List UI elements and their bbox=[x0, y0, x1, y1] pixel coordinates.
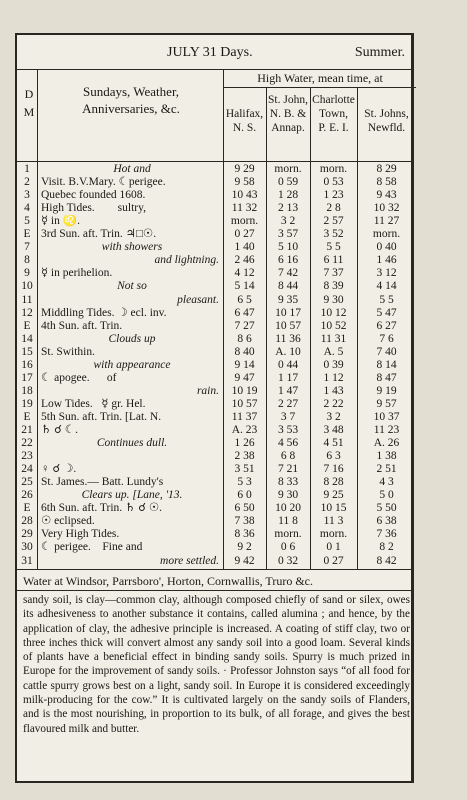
tide-time-cell: 9 42 bbox=[234, 554, 255, 567]
day-cell: 12 bbox=[21, 306, 33, 319]
tide-time-cell: 2 22 bbox=[323, 397, 344, 410]
sundays-header-line1: Sundays, Weather, bbox=[82, 84, 180, 99]
table-row bbox=[17, 476, 411, 489]
tide-time-cell: 6 38 bbox=[376, 515, 397, 528]
dm-header bbox=[21, 85, 37, 121]
tide-time-cell: 0 39 bbox=[323, 358, 344, 371]
tide-time-cell: 0 40 bbox=[376, 241, 397, 254]
event-cell: ☾ perigee. Fine and bbox=[41, 541, 143, 554]
day-cell: 23 bbox=[21, 450, 33, 463]
place-header-line: Newfld. bbox=[367, 122, 406, 134]
tide-time-cell: 7 42 bbox=[277, 267, 299, 280]
table-row bbox=[17, 398, 411, 411]
event-cell: Very High Tides. bbox=[41, 528, 120, 541]
day-cell: E bbox=[23, 319, 31, 332]
tide-time-cell: 2 13 bbox=[277, 202, 299, 215]
day-cell: 1 bbox=[24, 163, 30, 175]
tide-time-cell: 8 40 bbox=[234, 345, 255, 358]
tide-time-cell: A. 26 bbox=[373, 437, 400, 450]
tide-time-cell: 1 26 bbox=[234, 437, 255, 450]
tide-time-cell: 11 27 bbox=[373, 215, 400, 228]
tide-time-cell: 10 20 bbox=[275, 502, 301, 515]
tide-time-cell: 9 2 bbox=[237, 541, 252, 554]
place-header-line: Halifax, bbox=[225, 108, 264, 120]
tide-time-cell: A. 5 bbox=[323, 345, 344, 358]
tide-time-cell: 6 8 bbox=[280, 450, 296, 463]
tide-time-cell: 8 28 bbox=[323, 476, 344, 489]
place-header-line: N. B. & bbox=[269, 108, 307, 120]
tide-time-cell: 11 3 bbox=[323, 515, 344, 528]
tide-time-cell: 2 46 bbox=[234, 254, 255, 267]
day-cell: 24 bbox=[21, 463, 33, 476]
event-cell: ☿ in perihelion. bbox=[41, 267, 113, 280]
tide-time-cell: 5 50 bbox=[376, 502, 397, 515]
tide-time-cell: 9 25 bbox=[323, 489, 344, 502]
tide-time-cell: 8 47 bbox=[376, 371, 397, 384]
tide-time-cell: 9 43 bbox=[376, 189, 397, 202]
place-header-line: Charlotte bbox=[312, 94, 355, 106]
event-cell: 3rd Sun. aft. Trin. ♃□☉. bbox=[41, 228, 157, 241]
table-row bbox=[17, 411, 411, 424]
tide-time-cell: 6 16 bbox=[277, 254, 299, 267]
tide-time-cell: 2 38 bbox=[234, 450, 255, 463]
event-cell: Not so bbox=[117, 280, 147, 293]
table-row bbox=[17, 333, 411, 346]
tide-time-cell: 7 27 bbox=[234, 319, 255, 332]
table-row bbox=[17, 280, 411, 293]
tide-time-cell: 4 14 bbox=[376, 280, 397, 293]
tide-time-cell: 7 6 bbox=[379, 332, 394, 345]
day-cell: 22 bbox=[21, 437, 33, 450]
tide-time-cell: A. 10 bbox=[275, 345, 301, 358]
table-bottom-rule bbox=[17, 569, 411, 570]
tide-time-cell: 3 2 bbox=[280, 215, 296, 228]
table-row bbox=[17, 189, 411, 202]
table-row bbox=[17, 528, 411, 541]
tide-time-cell: 1 47 bbox=[277, 384, 299, 397]
event-cell: with showers bbox=[101, 241, 163, 254]
tide-time-cell: 8 39 bbox=[323, 280, 344, 293]
day-cell: 16 bbox=[21, 358, 33, 371]
tide-time-cell: 8 36 bbox=[234, 528, 255, 541]
tide-time-cell: 8 42 bbox=[376, 554, 397, 567]
day-cell: E bbox=[23, 228, 31, 241]
day-cell: 4 bbox=[24, 202, 30, 215]
tide-time-cell: 6 47 bbox=[234, 306, 255, 319]
event-cell: ♀ ☌ ☽. bbox=[41, 463, 77, 476]
tide-time-cell: 3 7 bbox=[280, 410, 296, 423]
tide-time-cell: 10 37 bbox=[373, 410, 400, 423]
tide-time-cell: 8 2 bbox=[379, 541, 394, 554]
table-row bbox=[17, 320, 411, 333]
tide-time-cell: 9 29 bbox=[234, 163, 255, 175]
day-cell: E bbox=[23, 502, 31, 515]
event-cell: ♄ ☌ ☾. bbox=[41, 424, 78, 436]
tide-time-cell: 4 3 bbox=[379, 476, 394, 489]
place-header-line: St. John, bbox=[268, 94, 308, 106]
tide-time-cell: 3 57 bbox=[277, 228, 299, 241]
event-cell: pleasant. bbox=[177, 293, 219, 306]
table-row bbox=[17, 228, 411, 241]
tide-time-cell: A. 23 bbox=[231, 424, 258, 436]
day-cell: 9 bbox=[24, 267, 30, 280]
tide-time-cell: 8 6 bbox=[237, 332, 252, 345]
tide-time-cell: morn. bbox=[319, 528, 348, 541]
place-header-3 bbox=[357, 107, 416, 135]
day-cell: 15 bbox=[21, 345, 33, 358]
tide-time-cell: 10 17 bbox=[275, 306, 301, 319]
table-row bbox=[17, 294, 411, 307]
table-row bbox=[17, 541, 411, 554]
season-label: Summer. bbox=[354, 45, 405, 60]
place-header-line: St. Johns, bbox=[364, 108, 409, 120]
tide-time-cell: 1 46 bbox=[376, 254, 397, 267]
tide-time-cell: 4 12 bbox=[234, 267, 255, 280]
tide-time-cell: 10 52 bbox=[320, 319, 347, 332]
table-row bbox=[17, 307, 411, 320]
place-header-line: P. E. I. bbox=[318, 122, 349, 134]
day-cell: 5 bbox=[24, 215, 30, 228]
tide-time-cell: 2 8 bbox=[326, 202, 341, 215]
tide-time-cell: 8 58 bbox=[376, 176, 397, 189]
place-header-2 bbox=[310, 93, 357, 135]
tide-time-cell: 2 51 bbox=[376, 463, 397, 476]
tide-time-cell: 6 50 bbox=[234, 502, 255, 515]
table-row bbox=[17, 437, 411, 450]
table-row bbox=[17, 254, 411, 267]
tide-time-cell: 4 56 bbox=[277, 437, 299, 450]
tide-time-cell: morn. bbox=[274, 528, 302, 541]
tide-time-cell: 10 19 bbox=[231, 384, 258, 397]
event-cell: with appearance bbox=[93, 358, 171, 371]
tide-time-cell: 11 8 bbox=[278, 515, 298, 528]
tide-time-cell: 1 23 bbox=[323, 189, 344, 202]
day-cell: E bbox=[23, 410, 31, 423]
dm-header-d: D bbox=[24, 87, 34, 101]
tide-time-cell: 9 57 bbox=[376, 397, 397, 410]
day-cell: 8 bbox=[24, 254, 30, 267]
tide-time-cell: 7 38 bbox=[234, 515, 255, 528]
place-header-line: Annap. bbox=[271, 122, 305, 134]
tide-time-cell: 10 12 bbox=[320, 306, 347, 319]
day-cell: 18 bbox=[21, 384, 33, 397]
tide-time-cell: morn. bbox=[274, 163, 302, 175]
table-row bbox=[17, 215, 411, 228]
tide-time-cell: 7 16 bbox=[323, 463, 344, 476]
tide-time-cell: 5 10 bbox=[277, 241, 299, 254]
tide-time-cell: 10 15 bbox=[320, 502, 347, 515]
table-row bbox=[17, 372, 411, 385]
day-cell: 7 bbox=[24, 241, 30, 254]
tide-time-cell: 1 12 bbox=[323, 371, 344, 384]
tide-time-cell: 0 27 bbox=[234, 228, 255, 241]
tide-time-cell: 0 44 bbox=[277, 358, 299, 371]
day-cell: 21 bbox=[21, 424, 33, 436]
day-cell: 25 bbox=[21, 476, 33, 489]
tide-time-cell: 1 43 bbox=[323, 384, 344, 397]
event-cell: 5th Sun. aft. Trin. [Lat. N. bbox=[41, 410, 162, 423]
tide-time-cell: 11 36 bbox=[275, 332, 301, 345]
tide-time-cell: 7 36 bbox=[376, 528, 397, 541]
tide-time-cell: 11 31 bbox=[320, 332, 347, 345]
tide-time-cell: 5 5 bbox=[326, 241, 341, 254]
place-header-0 bbox=[223, 107, 266, 135]
event-cell: Clouds up bbox=[108, 332, 156, 345]
tide-time-cell: 3 2 bbox=[326, 410, 341, 423]
tide-time-cell: 1 38 bbox=[376, 450, 397, 463]
high-water-rule bbox=[223, 87, 416, 88]
day-cell: 17 bbox=[21, 371, 33, 384]
table-row bbox=[17, 267, 411, 280]
table-row bbox=[17, 385, 411, 398]
event-cell: ☿ in ♌. bbox=[41, 215, 80, 228]
event-cell: Quebec founded 1608. bbox=[41, 189, 146, 202]
tide-time-cell: 0 1 bbox=[326, 541, 341, 554]
tide-time-cell: 5 0 bbox=[379, 489, 394, 502]
table-row bbox=[17, 241, 411, 254]
table-row bbox=[17, 346, 411, 359]
table-row bbox=[17, 163, 411, 176]
place-header-1 bbox=[266, 93, 310, 135]
table-row bbox=[17, 424, 411, 437]
high-water-header: High Water, mean time, at bbox=[257, 71, 383, 85]
body-text bbox=[23, 593, 410, 736]
tide-time-cell: 7 40 bbox=[376, 345, 397, 358]
table-row bbox=[17, 515, 411, 528]
tide-time-cell: 6 11 bbox=[323, 254, 344, 267]
tide-time-cell: 6 5 bbox=[237, 293, 252, 306]
tide-time-cell: 0 27 bbox=[323, 554, 344, 567]
tide-time-cell: 3 12 bbox=[376, 267, 397, 280]
event-cell: Visit. B.V.Mary. ☾perigee. bbox=[41, 176, 166, 189]
event-cell: 4th Sun. aft. Trin. bbox=[41, 319, 123, 332]
event-cell: Low Tides. ☿ gr. Hel. bbox=[41, 397, 146, 410]
event-cell: more settled. bbox=[160, 554, 219, 567]
day-cell: 31 bbox=[21, 554, 33, 567]
tide-time-cell: 10 43 bbox=[231, 189, 258, 202]
tide-time-cell: 6 27 bbox=[376, 319, 397, 332]
day-cell: 10 bbox=[21, 280, 33, 293]
table-row bbox=[17, 176, 411, 189]
tide-time-cell: 10 32 bbox=[373, 202, 400, 215]
day-cell: 30 bbox=[21, 541, 33, 554]
tide-time-cell: 11 32 bbox=[231, 202, 258, 215]
tide-time-cell: 6 3 bbox=[326, 450, 341, 463]
tide-time-cell: 0 53 bbox=[323, 176, 344, 189]
tide-time-cell: 9 19 bbox=[376, 384, 397, 397]
day-cell: 2 bbox=[24, 176, 30, 189]
day-cell: 3 bbox=[24, 189, 30, 202]
event-cell: St. Swithin. bbox=[41, 345, 96, 358]
event-cell: High Tides. sultry, bbox=[41, 202, 147, 215]
day-cell: 29 bbox=[21, 528, 33, 541]
tide-time-cell: 11 37 bbox=[231, 410, 258, 423]
body-paragraph: sandy soil, is clay—common clay, although composed chiefly of sand or silex, owes its adhesiveness to another substance it contains, called alumina ; and hence, by the application of clay, the adhesive principle is increased. A coating of stiff clay, two or three inches thick will convert almost any sandy soil into a good loam. Several kinds of plants have a beneficial effect in binding sandy soils. Spurry is much prized in Europe for the improvement of sandy soils. · Professor Johnston says “of all food for cattle spurry grows best on a light, sandy soil. In Europe it is considered exceedingly milk-producing for the cow.” It is cultivated largely on the sandy soils of Flanders, and is the most nourishing, in proportion to its bulk, of all forage, and gives the best flavoured milk and butter. bbox=[23, 594, 410, 735]
table-row bbox=[17, 463, 411, 476]
day-cell: 26 bbox=[21, 489, 33, 502]
almanac-page bbox=[15, 33, 414, 783]
tide-time-cell: 3 53 bbox=[277, 424, 299, 436]
tide-time-cell: 5 47 bbox=[376, 306, 397, 319]
tide-time-cell: 1 40 bbox=[234, 241, 255, 254]
tide-time-cell: 9 35 bbox=[277, 293, 299, 306]
sundays-header-line2: Anniversaries, &c. bbox=[82, 101, 180, 116]
tide-time-cell: 10 57 bbox=[275, 319, 301, 332]
month-title: JULY 31 Days. bbox=[167, 45, 253, 60]
day-cell: 19 bbox=[21, 397, 33, 410]
tide-time-cell: 0 59 bbox=[277, 176, 299, 189]
table-row bbox=[17, 202, 411, 215]
tide-time-cell: morn. bbox=[319, 163, 348, 175]
tide-time-cell: 11 23 bbox=[373, 424, 400, 436]
tide-time-cell: 9 30 bbox=[323, 293, 344, 306]
event-cell: St. James.— Batt. Lundy's bbox=[41, 476, 164, 489]
tide-time-cell: 7 37 bbox=[323, 267, 344, 280]
day-cell: 28 bbox=[21, 515, 33, 528]
tide-time-cell: 2 27 bbox=[277, 397, 299, 410]
day-cell: 14 bbox=[21, 332, 33, 345]
dm-header-m: M bbox=[23, 105, 35, 119]
tide-time-cell: 1 17 bbox=[277, 371, 299, 384]
tide-time-cell: 0 32 bbox=[277, 554, 299, 567]
event-cell: ☉ eclipsed. bbox=[41, 515, 95, 528]
tide-time-cell: 1 28 bbox=[277, 189, 299, 202]
tide-time-cell: 0 6 bbox=[280, 541, 296, 554]
water-note: Water at Windsor, Parrsboro', Horton, Cornwallis, Truro &c. bbox=[23, 574, 313, 588]
event-cell: 6th Sun. aft. Trin. ♄ ☌ ☉. bbox=[41, 502, 162, 515]
tide-time-cell: 8 14 bbox=[376, 358, 397, 371]
table-row bbox=[17, 555, 411, 568]
tide-time-cell: 9 30 bbox=[277, 489, 299, 502]
tide-time-cell: 6 0 bbox=[237, 489, 252, 502]
event-cell: rain. bbox=[196, 384, 219, 397]
table-row bbox=[17, 359, 411, 372]
day-cell: 11 bbox=[21, 293, 33, 306]
tide-time-cell: 2 57 bbox=[323, 215, 344, 228]
tide-time-cell: 3 51 bbox=[234, 463, 255, 476]
place-header-line: N. S. bbox=[232, 122, 257, 134]
tide-time-cell: 3 52 bbox=[323, 228, 344, 241]
tide-time-cell: morn. bbox=[372, 228, 401, 241]
tide-time-cell: 9 58 bbox=[234, 176, 255, 189]
place-header-line: Town, bbox=[319, 108, 348, 120]
tide-time-cell: 5 5 bbox=[379, 293, 394, 306]
page-header bbox=[17, 35, 411, 70]
event-cell: Clears up. [Lane, '13. bbox=[81, 489, 183, 502]
tide-time-cell: 8 29 bbox=[376, 163, 397, 175]
tide-time-cell: 5 14 bbox=[234, 280, 255, 293]
tide-time-cell: 8 44 bbox=[277, 280, 299, 293]
event-cell: Continues dull. bbox=[96, 437, 168, 450]
tide-time-cell: morn. bbox=[230, 215, 259, 228]
note-rule bbox=[17, 590, 411, 591]
tide-time-cell: 3 48 bbox=[323, 424, 344, 436]
tide-time-cell: 4 51 bbox=[323, 437, 344, 450]
event-cell: Hot and bbox=[113, 163, 151, 175]
event-cell: ☾ apogee. of bbox=[41, 371, 117, 384]
event-cell: and lightning. bbox=[154, 254, 219, 267]
table-row bbox=[17, 502, 411, 515]
table-row bbox=[17, 489, 411, 502]
tide-time-cell: 7 21 bbox=[277, 463, 299, 476]
event-cell: Middling Tides. ☽ ecl. inv. bbox=[41, 306, 167, 319]
table-row bbox=[17, 450, 411, 463]
tide-time-cell: 10 57 bbox=[231, 397, 258, 410]
tide-time-cell: 9 47 bbox=[234, 371, 255, 384]
tide-time-cell: 8 33 bbox=[277, 476, 299, 489]
tide-time-cell: 9 14 bbox=[234, 358, 255, 371]
sundays-header bbox=[41, 83, 221, 117]
tide-time-cell: 5 3 bbox=[237, 476, 252, 489]
